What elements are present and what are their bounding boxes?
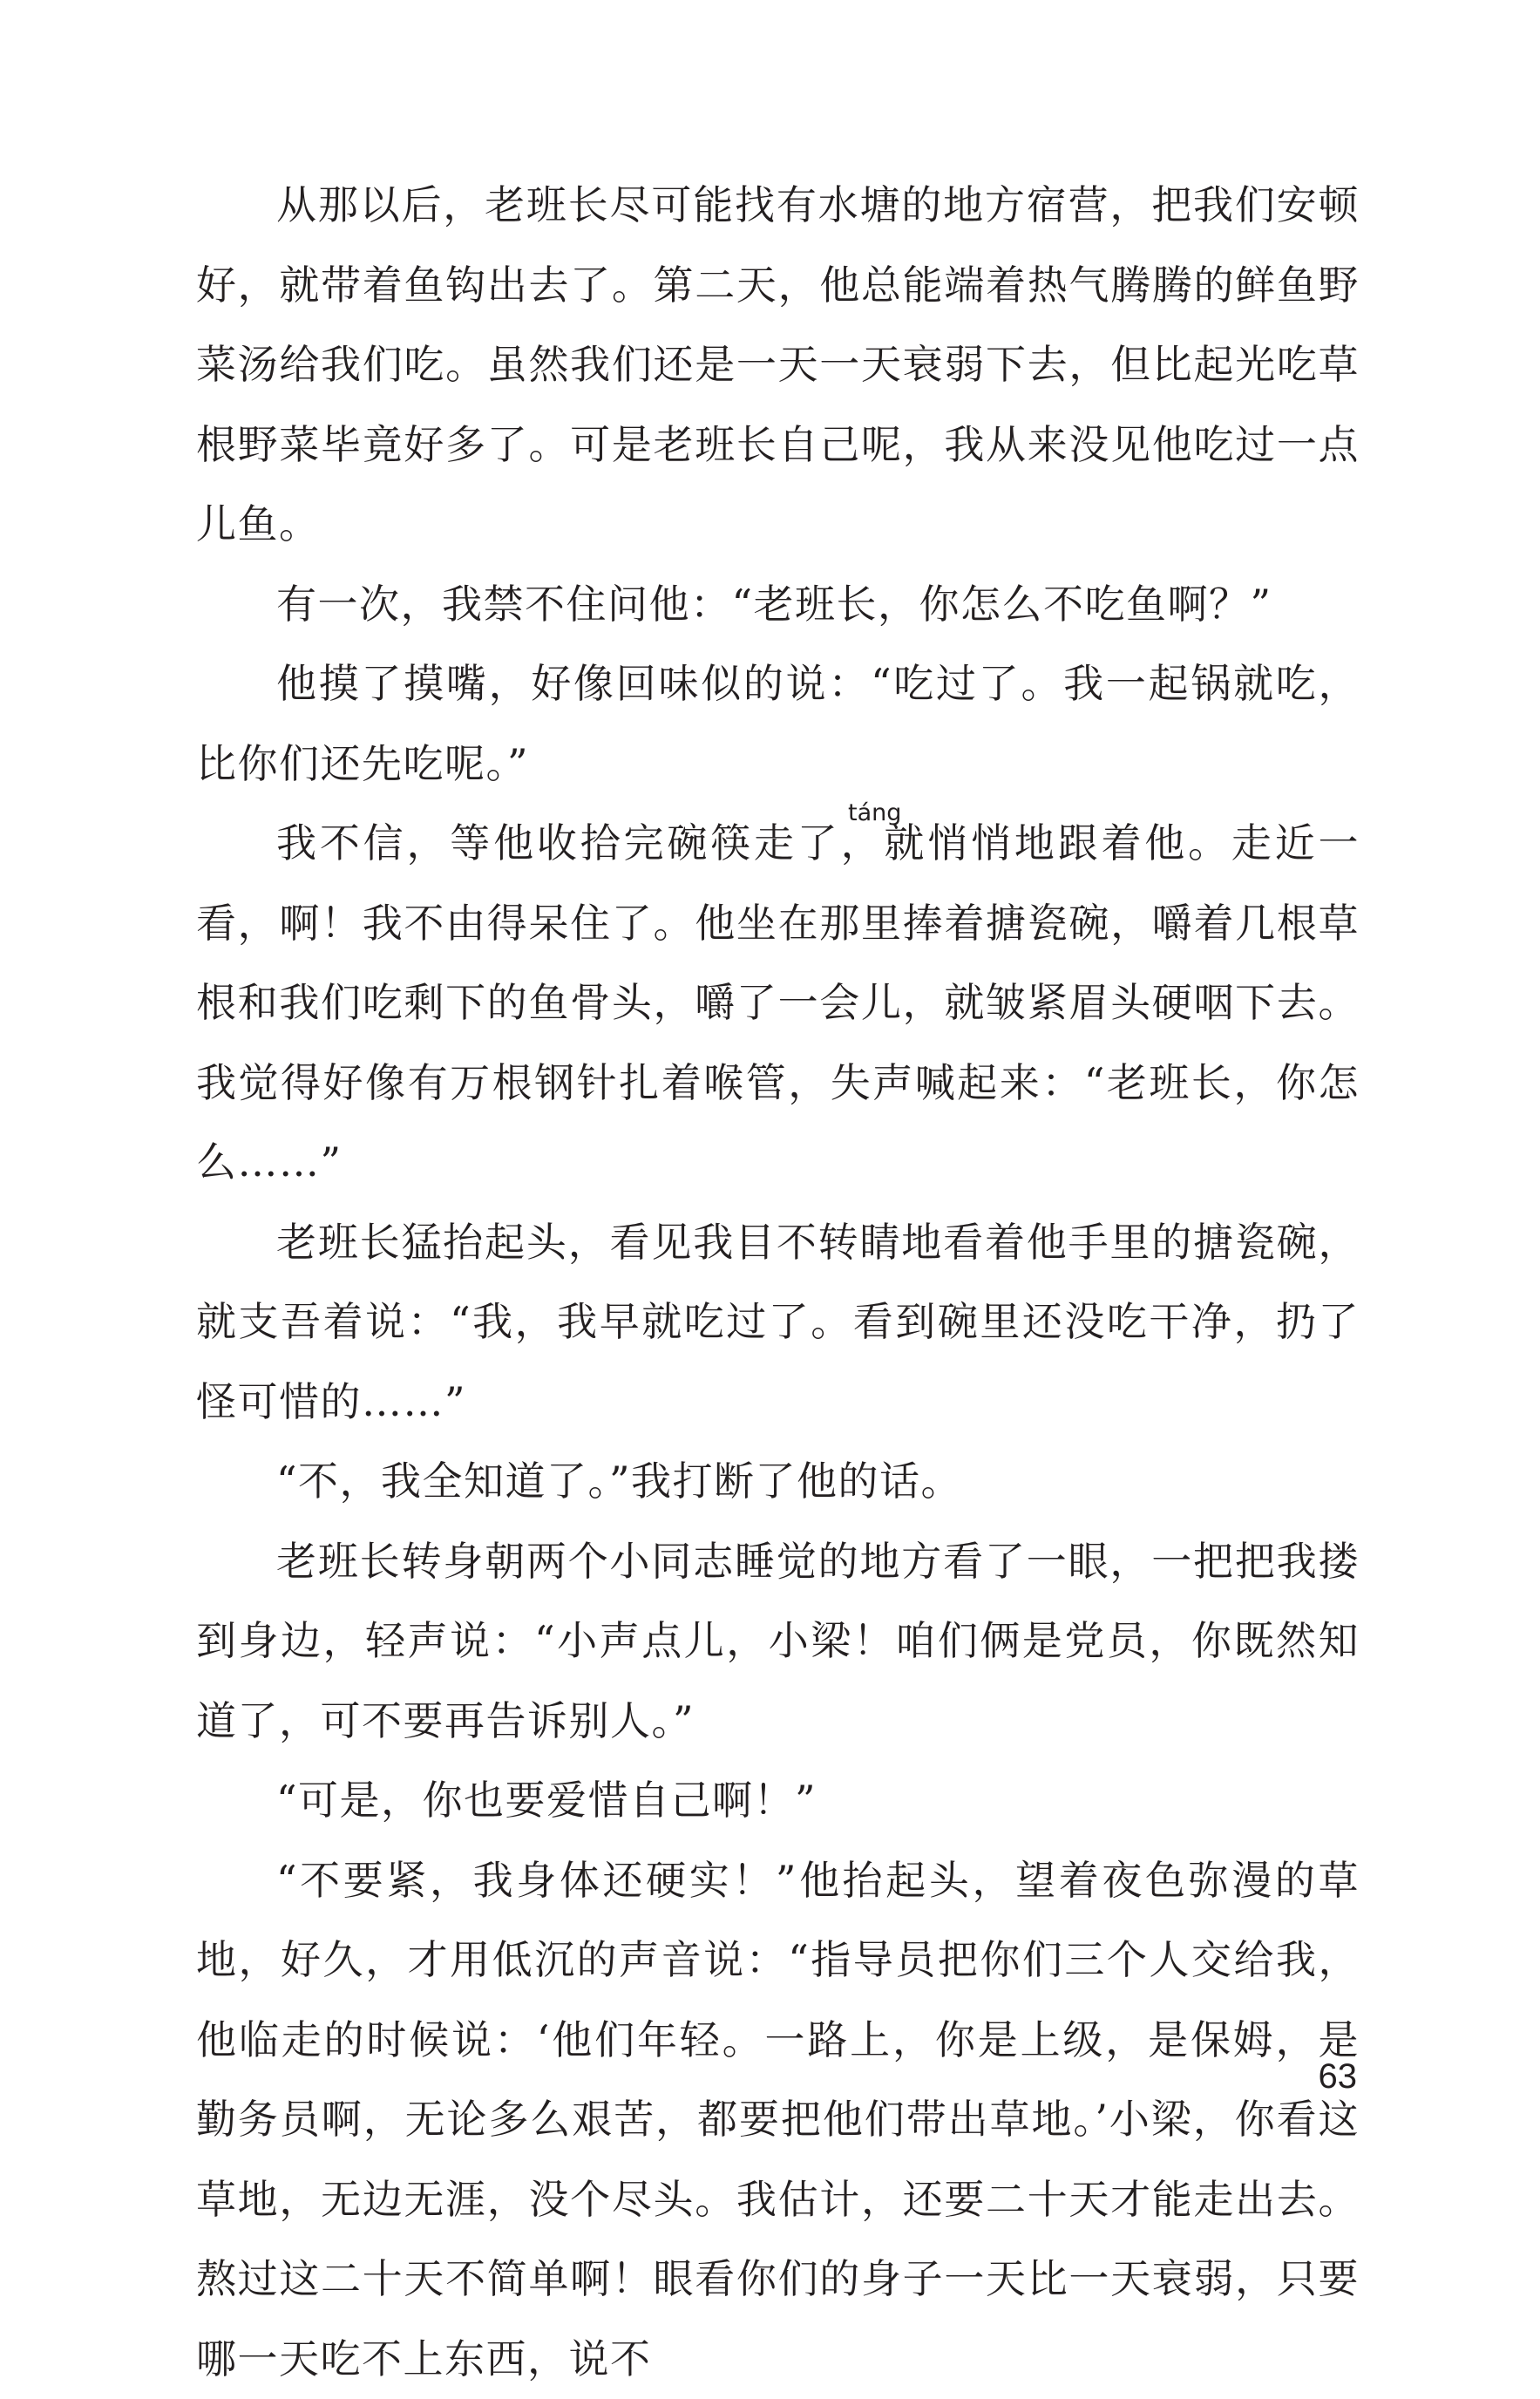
- pinyin-annotation: táng: [848, 800, 901, 826]
- paragraph-6: “不，我全知道了。”我打断了他的话。: [196, 1442, 1360, 1522]
- body-text: [196, 166, 1360, 2399]
- paragraph-7: 老班长转身朝两个小同志睡觉的地方看了一眼，一把把我搂到身边，轻声说：“小声点儿，小梁！咱们俩是党员，你既然知道了，可不要再告诉别人。”: [196, 1522, 1360, 1762]
- paragraph-3: 他摸了摸嘴，好像回味似的说：“吃过了。我一起锅就吃，比你们还先吃呢。”: [196, 644, 1360, 804]
- paragraph-4: 我不信，等他收拾完碗筷走了，就悄悄地跟着他。走近一看，啊！我不由得呆住了。他坐在那里捧着搪瓷碗，嚼着几根草根和我们吃剩下的鱼骨头，嚼了一会儿，就皱紧眉头硬咽下去。我觉得好像有万根钢针扎着喉管，失声喊起来：“老班长，你怎么……”: [196, 804, 1360, 1203]
- paragraph-9: “不要紧，我身体还硬实！”他抬起头，望着夜色弥漫的草地，好久，才用低沉的声音说：“指导员把你们三个人交给我，他临走的时候说：‘他们年轻。一路上，你是上级，是保姆，是勤务员啊，无论多么艰苦，都要把他们带出草地。’小梁，你看这草地，无边无涯，没个尽头。我估计，还要二十天才能走出去。熬过这二十天不简单啊！眼看你们的身子一天比一天衰弱，只要哪一天吃不上东西，说不: [196, 1841, 1360, 2399]
- paragraph-1: 从那以后，老班长尽可能找有水塘的地方宿营，把我们安顿好，就带着鱼钩出去了。第二天，他总能端着热气腾腾的鲜鱼野菜汤给我们吃。虽然我们还是一天一天衰弱下去，但比起光吃草根野菜毕竟好多了。可是老班长自己呢，我从来没见他吃过一点儿鱼。: [196, 166, 1360, 565]
- paragraph-5: 老班长猛抬起头，看见我目不转睛地看着他手里的搪瓷碗，就支吾着说：“我，我早就吃过了。看到碗里还没吃干净，扔了怪可惜的……”: [196, 1203, 1360, 1443]
- paragraph-4-wrapper: [196, 804, 1360, 1203]
- page-number: 63: [1319, 2059, 1358, 2094]
- paragraph-8: “可是，你也要爱惜自己啊！”: [196, 1761, 1360, 1841]
- paragraph-2: 有一次，我禁不住问他：“老班长，你怎么不吃鱼啊？”: [196, 565, 1360, 645]
